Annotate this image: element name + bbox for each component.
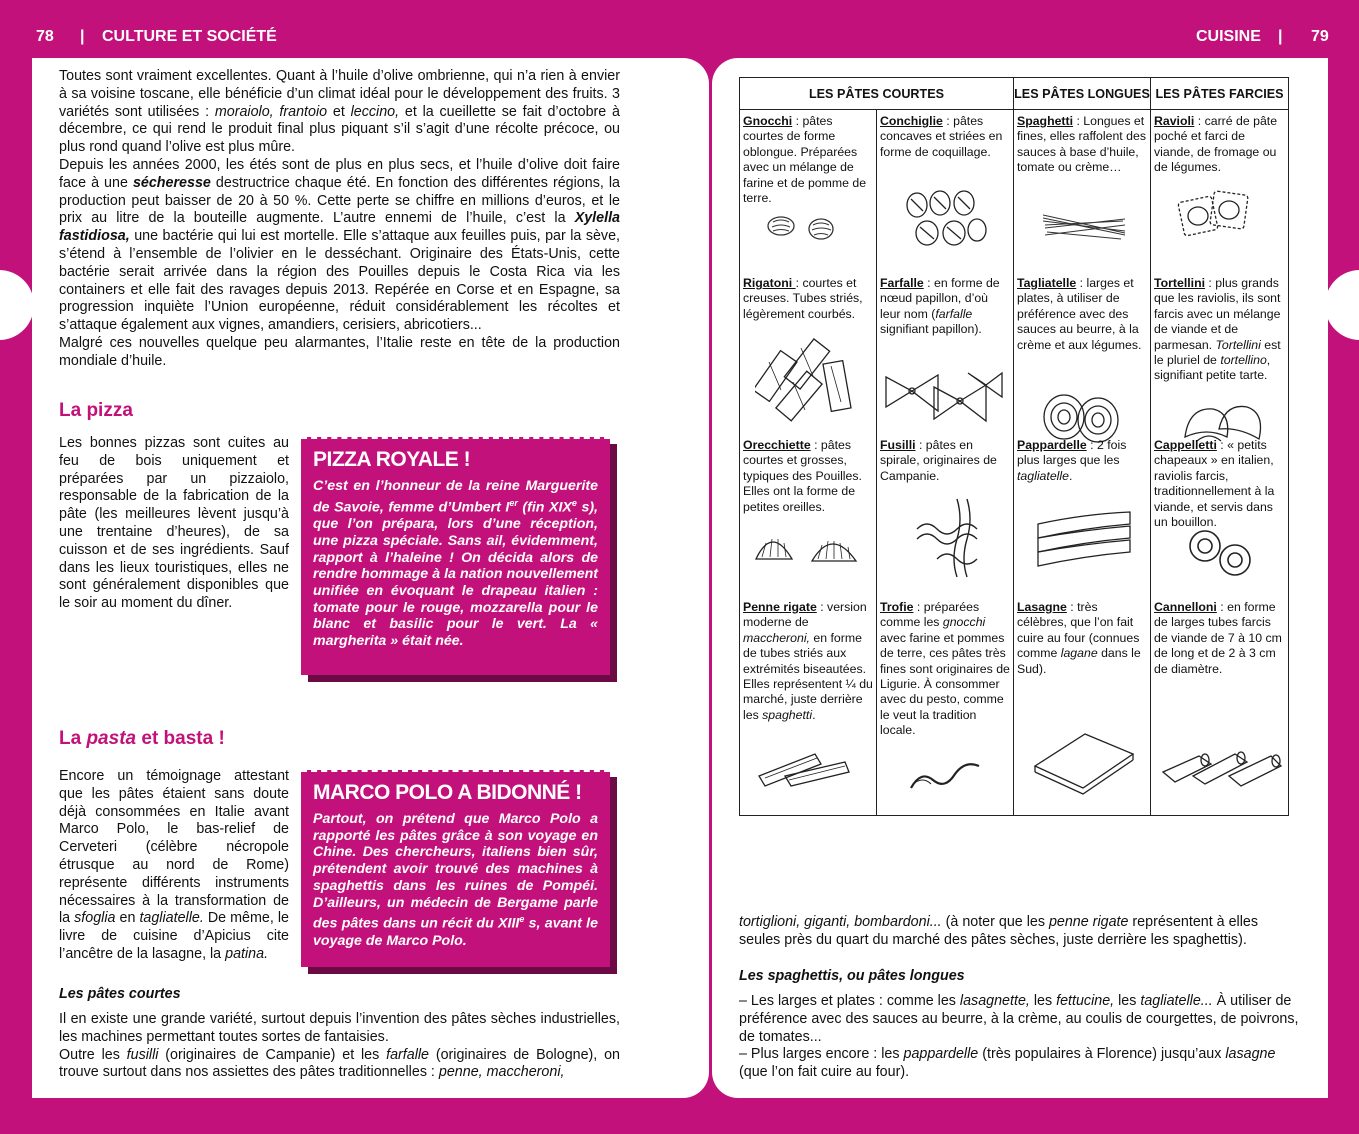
short-pasta-subheading: Les pâtes courtes bbox=[59, 986, 181, 1002]
cell-trofie: Trofie : préparées comme les gnocchi avec farine et pommes de terre, ces pâtes très fines sont originaires de Ligurie. À consommer avec du pesto, comme le veut la tradition locale. bbox=[877, 596, 1013, 815]
ravioli-icon bbox=[1176, 185, 1256, 245]
cappelletti-icon bbox=[1183, 526, 1263, 581]
paragraph: Il en existe une grande variété, surtout depuis l’invention des pâtes sèches industrielles, les machines permettant toutes sortes de fantaisies. bbox=[59, 1011, 620, 1045]
cell-cappelletti: Cappelletti : « petits chapeaux » en italien, raviolis farcis, traditionnellement à la viande, et servis dans un bouillon. bbox=[1151, 434, 1288, 596]
right-page-number: 79 bbox=[1311, 28, 1329, 45]
box-body: C’est en l’honneur de la reine Marguerite de Savoie, femme d’Umbert Ier (fin XIXe s), que l’on prépara, lors d’une réception, une pizza spéciale. Sans ail, évidemment, rapport à l’haleine ! On décida alors de rendre hommage à la nation nouvellement unifiée en évoquant le drapeau italien : tomate pour le rouge, mozzarella pour le blanc et basilic pour le vert. La « margherita » était née. bbox=[313, 478, 599, 650]
penne-note-text bbox=[739, 914, 1299, 950]
trofie-icon bbox=[907, 756, 987, 796]
header-long-pasta: LES PÂTES LONGUES bbox=[1014, 78, 1151, 110]
paragraph: Encore un témoignage attestant que les pâtes étaient sans doute déjà consommées en Italie avant Marco Polo, le bas-relief de Cerveteri (célèbre nécropole étrusque au nord de Rome) représente différents instruments nécessaires à la transformation de la sfoglia en tagliatelle. De même, le livre de cuisine d’Apicius cite l’ancêtre de la lasagne, la patina. bbox=[59, 768, 289, 962]
paragraph: Les bonnes pizzas sont cuites au feu de bois uniquement et préparées par un pizzaiolo, responsable de la fabrication de la pâte (les meilleures lèvent jusqu’à une trentaine d’heures), de sa cuisson et de ses ingrédients. Sauf dans les lieux touristiques, elles ne sont généralement disponibles que le soir au moment du dîner. bbox=[59, 435, 289, 612]
cell-rigatoni: Rigatoni : courtes et creuses. Tubes striés, légèrement courbés. bbox=[740, 272, 876, 434]
right-section-title: CUISINE bbox=[1196, 28, 1261, 45]
long-pasta-text bbox=[739, 993, 1301, 1082]
cell-fusilli: Fusilli : pâtes en spirale, originaires de Campanie. bbox=[877, 434, 1013, 596]
pappardelle-icon bbox=[1034, 504, 1134, 574]
paragraph: tortiglioni, giganti, bombardoni... (à noter que les penne rigate représentent à elles seules près du quart du marché des pâtes sèches, juste derrière les spaghettis). bbox=[739, 914, 1258, 948]
short-pasta-text bbox=[59, 1011, 620, 1082]
table-row bbox=[740, 110, 1289, 273]
marco-polo-box bbox=[301, 770, 610, 967]
cell-lasagne: Lasagne : très célèbres, que l’on fait cuire au four (connues comme lagane dans le Sud). bbox=[1014, 596, 1150, 815]
pizza-heading: La pizza bbox=[59, 400, 133, 421]
table-row bbox=[740, 434, 1289, 596]
cell-orecchiette: Orecchiette : pâtes courtes et grosses, typiques des Pouilles. Elles ont la forme de petites oreilles. bbox=[740, 434, 876, 596]
farfalle-icon bbox=[882, 367, 1007, 432]
pasta-table bbox=[739, 77, 1289, 816]
spaghetti-icon bbox=[1039, 205, 1129, 245]
cell-gnocchi: Gnocchi : pâtes courtes de forme oblongue. Préparées avec un mélange de farine et de pomme de terre. bbox=[740, 110, 876, 272]
box-title: PIZZA ROYALE ! bbox=[313, 448, 471, 471]
pasta-text bbox=[59, 768, 289, 964]
header-stuffed-pasta: LES PÂTES FARCIES bbox=[1151, 78, 1289, 110]
lasagne-icon bbox=[1029, 726, 1139, 796]
cell-farfalle: Farfalle : en forme de nœud papillon, d’où leur nom (farfalle signifiant papillon). bbox=[877, 272, 1013, 434]
olive-oil-text bbox=[59, 68, 620, 371]
right-edge-notch bbox=[1325, 270, 1359, 340]
header-short-pasta: LES PÂTES COURTES bbox=[740, 78, 1014, 110]
box-title: MARCO POLO A BIDONNÉ ! bbox=[313, 781, 582, 804]
cannelloni-icon bbox=[1159, 746, 1284, 796]
cell-conchiglie: Conchiglie : pâtes concaves et striées en forme de coquillage. bbox=[877, 110, 1013, 272]
cell-tortellini: Tortellini : plus grands que les raviolis, ils sont farcis avec un mélange de viande et de parmesan. Tortellini est le pluriel de tortellino, signifiant petite tarte. bbox=[1151, 272, 1288, 434]
pasta-heading: La pasta et basta ! bbox=[59, 728, 225, 749]
rigatoni-icon bbox=[755, 332, 865, 427]
left-section-title: CULTURE ET SOCIÉTÉ bbox=[102, 28, 277, 45]
cell-cannelloni: Cannelloni : en forme de larges tubes farcis de viande de 7 à 10 cm de long et de 2 à 3 cm de diamètre. bbox=[1151, 596, 1288, 815]
left-edge-notch bbox=[0, 270, 34, 340]
orecchiette-icon bbox=[752, 529, 867, 569]
paragraph: Depuis les années 2000, les étés sont de plus en plus secs, et l’huile d’olive doit faire face à une sécheresse destructrice chaque été. En fonction des différentes régions, la production peut baisser de 20 à 50 %. Cette perte se chiffre en millions d’euros, et le prix au litre de la bouteille augmente. L’autre ennemi de l’huile, c’est la Xylella fastidiosa, une bactérie qui lui est mortelle. Elle s’attaque aux feuilles puis, par la sève, s’étend à l’ensemble de l’olivier en le desséchant. Originaire des États-Unis, cette bactérie serait arrivée dans la région des Pouilles depuis le Costa Rica via les containers et elle fait des ravages depuis 2013. Repérée en Corse et en Espagne, sa progression inquiète l’Union européenne, réduit considérablement les récoltes et s’attaque également aux vignes, amandiers, cerisiers, abricotiers... bbox=[59, 156, 620, 334]
penne-icon bbox=[755, 746, 855, 791]
left-page-number: 78 bbox=[36, 28, 54, 45]
table-row bbox=[740, 596, 1289, 816]
conchiglie-icon bbox=[902, 185, 992, 255]
header-separator-left: | bbox=[80, 28, 85, 45]
table-row bbox=[740, 272, 1289, 434]
long-pasta-subheading: Les spaghettis, ou pâtes longues bbox=[739, 968, 965, 984]
pizza-royale-box bbox=[301, 437, 610, 675]
paragraph: Malgré ces nouvelles quelque peu alarmantes, l’Italie reste en tête de la production mondiale d’huile. bbox=[59, 334, 620, 369]
paragraph: Toutes sont vraiment excellentes. Quant à l’huile d’olive ombrienne, qui n’a rien à envier à sa voisine toscane, elle bénéficie d’un climat idéal pour le développement des fruits. 3 variétés sont utilisées : moraiolo, frantoio et leccino, et la cueillette se fait d’octobre à décembre, ce qui rend le produit final plus piquant s’il s’agit d’une récolte précoce, ou plus rond quand l’olive est plus mûre. bbox=[59, 68, 620, 156]
cell-ravioli: Ravioli : carré de pâte poché et farci de viande, de fromage ou de légumes. bbox=[1151, 110, 1288, 272]
box-body: Partout, on prétend que Marco Polo a rapporté les pâtes grâce à son voyage en Chine. Des chercheurs, italiens bien sûr, prétendent avoir trouvé des machines à spaghettis dans les ruines de Pompéi. D’ailleurs, un médecin de Bergame parle des pâtes dans un récit du XIIIe s, avant le voyage de Marco Polo. bbox=[313, 811, 598, 949]
paragraph: – Plus larges encore : les pappardelle (très populaires à Florence) jusqu’aux lasagne (que l’on fait cuire au four). bbox=[739, 1046, 1276, 1081]
pizza-text bbox=[59, 435, 289, 613]
cell-penne-rigate: Penne rigate : version moderne de maccheroni, en forme de tubes striés aux extrémités biseautées. Elles représentent ¼ du marché, juste derrière les spaghetti. bbox=[740, 596, 876, 815]
header-separator-right: | bbox=[1278, 28, 1283, 45]
cell-tagliatelle: Tagliatelle : larges et plates, à utiliser de préférence avec des sauces au beurre, à la crème et aux légumes. bbox=[1014, 272, 1150, 434]
table-header-row bbox=[740, 78, 1289, 110]
gnocchi-icon bbox=[765, 210, 845, 245]
cell-pappardelle: Pappardelle : 2 fois plus larges que les tagliatelle. bbox=[1014, 434, 1150, 596]
fusilli-icon bbox=[907, 489, 992, 579]
cell-spaghetti: Spaghetti : Longues et fines, elles raffolent des sauces à base d’huile, tomate ou crème… bbox=[1014, 110, 1150, 272]
paragraph: – Les larges et plates : comme les lasagnette, les fettucine, les tagliatelle... À utiliser de préférence avec des sauces au beurre, à la crème, au coulis de courgettes, de poivrons, de tomates... bbox=[739, 993, 1299, 1045]
paragraph: Outre les fusilli (originaires de Campanie) et les farfalle (originaires de Bologne), on trouve surtout dans nos assiettes des pâtes traditionnelles : penne, maccheroni, bbox=[59, 1046, 620, 1081]
